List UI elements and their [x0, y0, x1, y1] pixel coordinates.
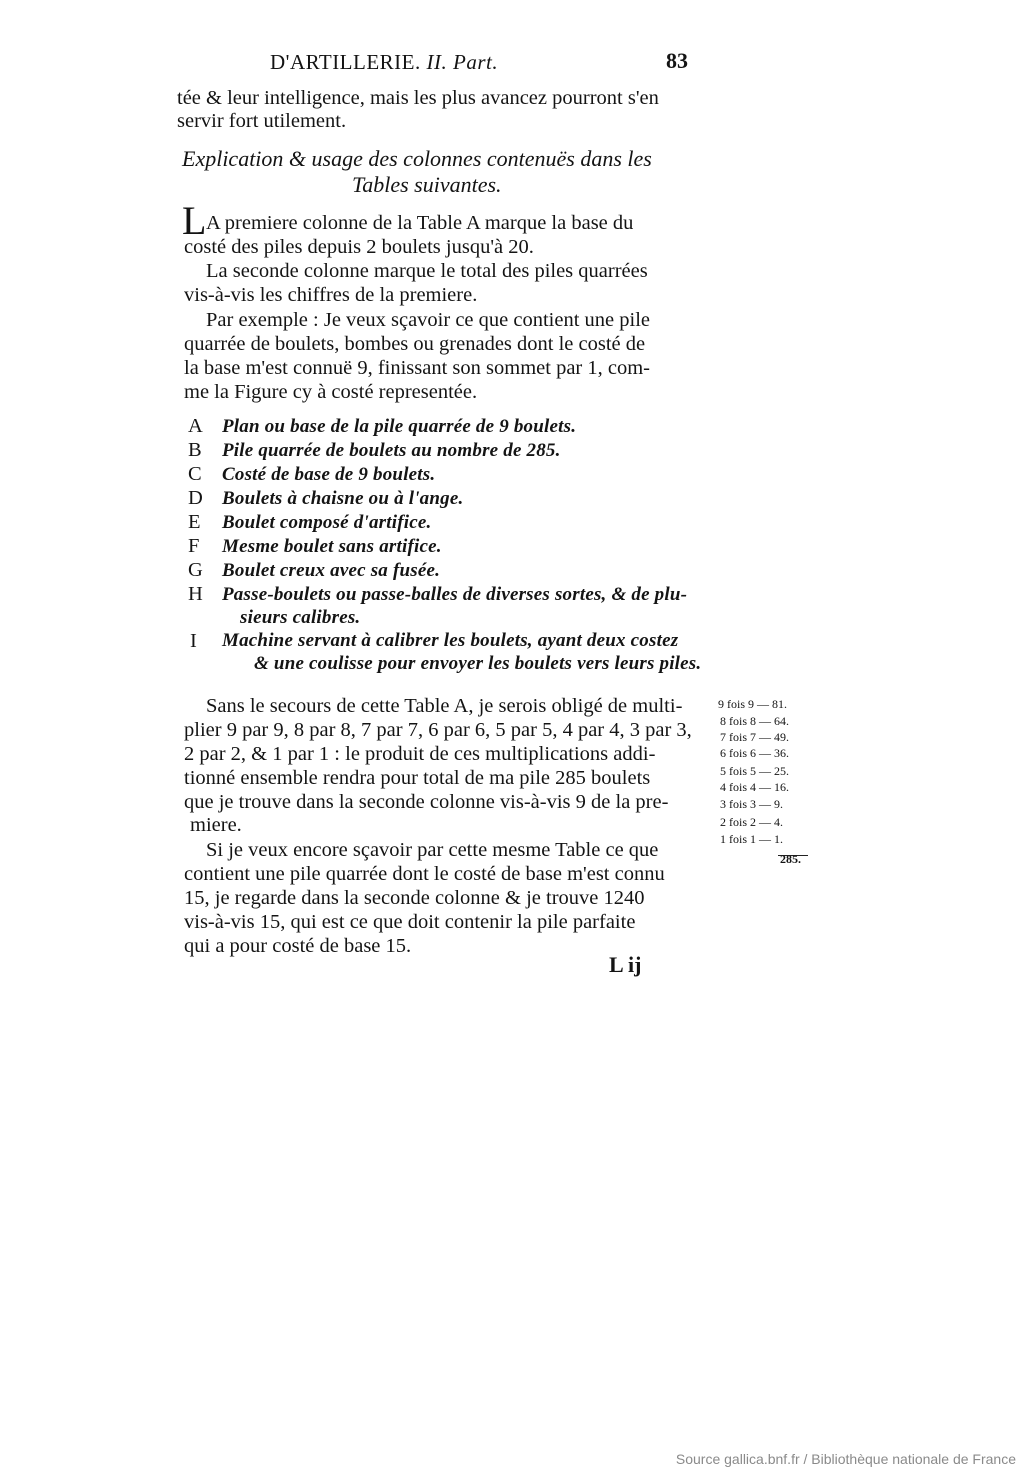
legend-letter: D [188, 487, 203, 509]
margin-calc-line: 3 fois 3 — 9. [720, 797, 783, 811]
paragraph-line: qui a pour costé de base 15. [184, 935, 412, 957]
intro-line: servir fort utilement. [177, 110, 347, 132]
paragraph-line: me la Figure cy à costé representée. [184, 381, 478, 403]
margin-calc-line: 7 fois 7 — 49. [720, 730, 789, 744]
margin-calc-line: 8 fois 8 — 64. [720, 714, 789, 728]
margin-calc-line: 4 fois 4 — 16. [720, 780, 789, 794]
paragraph-line: costé des piles depuis 2 boulets jusqu'à 20. [184, 236, 534, 258]
margin-calc-line: 1 fois 1 — 1. [720, 832, 783, 846]
paragraph-line: Par exemple : Je veux sçavoir ce que contient une pile [206, 309, 651, 331]
legend-text: Boulet composé d'artifice. [222, 512, 432, 533]
paragraph-line: vis-à-vis 15, qui est ce que doit contenir la pile parfaite [184, 911, 636, 933]
paragraph-line: que je trouve dans la seconde colonne vis-à-vis 9 de la pre- [184, 791, 669, 813]
legend-text: Pile quarrée de boulets au nombre de 285. [222, 440, 561, 461]
legend-text: Boulets à chaisne ou à l'ange. [222, 488, 464, 509]
section-title-line2: Tables suivantes. [352, 172, 502, 197]
margin-calc-line: 5 fois 5 — 25. [720, 764, 789, 778]
paragraph-line: plier 9 par 9, 8 par 8, 7 par 7, 6 par 6, 5 par 5, 4 par 4, 3 par 3, [184, 719, 692, 741]
margin-calc-line: 9 fois 9 — 81. [718, 697, 787, 711]
paragraph-line: Sans le secours de cette Table A, je serois obligé de multi- [206, 695, 683, 717]
paragraph-line: tionné ensemble rendra pour total de ma pile 285 boulets [184, 767, 651, 789]
legend-text: Passe-boulets ou passe-balles de diverses sortes, & de plu- [222, 584, 688, 605]
signature-mark: L ij [609, 952, 642, 977]
legend-text: Boulet creux avec sa fusée. [222, 560, 441, 581]
intro-line: tée & leur intelligence, mais les plus avancez pourront s'en [177, 87, 659, 109]
legend-letter: C [188, 463, 202, 485]
legend-text-continued: & une coulisse pour envoyer les boulets vers leurs piles. [254, 653, 702, 674]
paragraph-line: quarrée de boulets, bombes ou grenades dont le costé de [184, 333, 646, 355]
paragraph-line: miere. [190, 814, 242, 836]
legend-text: Mesme boulet sans artifice. [222, 536, 442, 557]
running-head [270, 50, 498, 75]
legend-text: Machine servant à calibrer les boulets, ayant deux costez [222, 630, 679, 651]
legend-letter: G [188, 559, 203, 581]
paragraph-line: A premiere colonne de la Table A marque la base du [206, 212, 634, 234]
legend-letter: A [188, 415, 203, 437]
paragraph-line: 15, je regarde dans la seconde colonne & je trouve 1240 [184, 887, 645, 909]
drop-cap: L [182, 198, 207, 243]
margin-calc-line: 6 fois 6 — 36. [720, 746, 789, 760]
paragraph-line: contient une pile quarrée dont le costé de base m'est connu [184, 863, 665, 885]
paragraph-line: la base m'est connuë 9, finissant son sommet par 1, com- [184, 357, 650, 379]
paragraph-line: vis-à-vis les chiffres de la premiere. [184, 284, 478, 306]
margin-calc-line: 2 fois 2 — 4. [720, 815, 783, 829]
paragraph-line: 2 par 2, & 1 par 1 : le produit de ces multiplications addi- [184, 743, 656, 765]
legend-letter: B [188, 439, 202, 461]
legend-letter: F [188, 535, 200, 557]
paragraph-line: Si je veux encore sçavoir par cette mesme Table ce que [206, 839, 659, 861]
legend-letter: H [188, 583, 203, 605]
margin-calc-total: 285. [780, 852, 801, 866]
legend-text: Plan ou base de la pile quarrée de 9 boulets. [222, 416, 577, 437]
source-credit: Source gallica.bnf.fr / Bibliothèque nationale de France [675, 1451, 1016, 1467]
legend-text-continued: sieurs calibres. [240, 607, 361, 628]
running-head-title: D'ARTILLERIE. [270, 50, 421, 74]
paragraph-line: La seconde colonne marque le total des piles quarrées [206, 260, 648, 282]
legend-letter: E [188, 511, 201, 533]
running-head-part: II. Part. [426, 50, 499, 74]
legend-text: Costé de base de 9 boulets. [222, 464, 436, 485]
page-number: 83 [666, 48, 688, 73]
legend-letter: I [190, 630, 197, 652]
section-title-line1: Explication & usage des colonnes contenuës dans les [182, 146, 652, 171]
